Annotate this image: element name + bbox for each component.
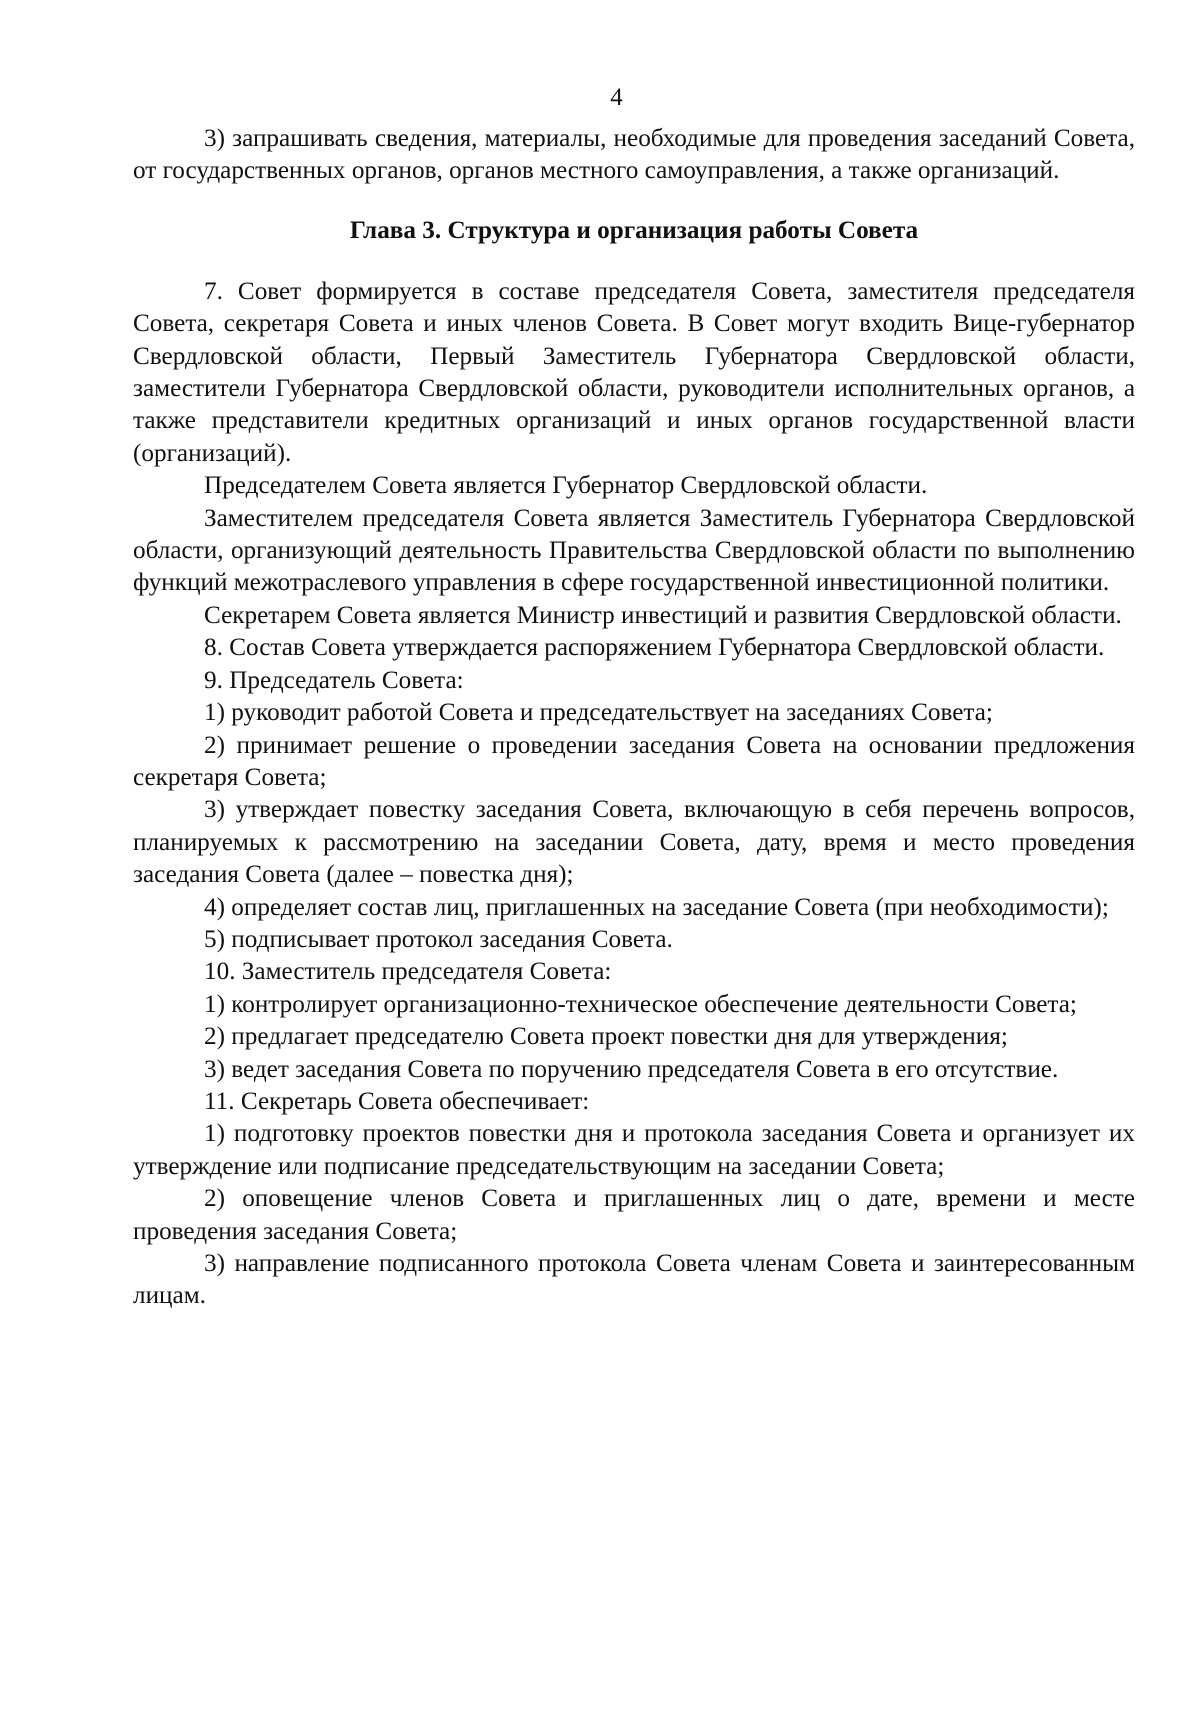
page-number: 4 bbox=[610, 84, 623, 111]
list-item-11-3: 3) направление подписанного протокола Совета членам Совета и заинтересованным лицам. bbox=[133, 1250, 1135, 1310]
paragraph-secretary: Секретарем Совета является Министр инвестиций и развития Свердловской области. bbox=[204, 601, 1122, 629]
paragraph-10-deputy-duties: 10. Заместитель председателя Совета: bbox=[204, 958, 612, 986]
list-item-11-1: 1) подготовку проектов повестки дня и протокола заседания Совета и организует их утверждение или подписание председательствующим на заседании Совета; bbox=[133, 1120, 1135, 1180]
paragraph-11-secretary-duties: 11. Секретарь Совета обеспечивает: bbox=[204, 1087, 590, 1115]
paragraph-7-composition: 7. Совет формируется в составе председателя Совета, заместителя председателя Совета, секретаря Совета и иных членов Совета. В Совет могут входить Вице-губернатор Свердловской области, Первый Заместитель Губернатора Свердловской области, заместители Губернатора Свердловской области, руководители исполнительных органов, а также представители кредитных организаций и иных органов государственной власти (организаций). bbox=[133, 277, 1135, 467]
paragraph-3-request-info: 3) запрашивать сведения, материалы, необходимые для проведения заседаний Совета, от государственных органов, органов местного самоуправления, а также организаций. bbox=[133, 125, 1135, 185]
list-item-9-2: 2) принимает решение о проведении заседания Совета на основании предложения секретаря Совета; bbox=[133, 731, 1135, 791]
list-item-9-1: 1) руководит работой Совета и председательствует на заседаниях Совета; bbox=[204, 699, 993, 727]
paragraph-9-chairman-duties: 9. Председатель Совета: bbox=[204, 666, 464, 694]
list-item-9-4: 4) определяет состав лиц, приглашенных на заседание Совета (при необходимости); bbox=[204, 893, 1109, 921]
list-item-10-1: 1) контролирует организационно-техническое обеспечение деятельности Совета; bbox=[204, 990, 1077, 1018]
list-item-11-2: 2) оповещение членов Совета и приглашенных лиц о дате, времени и месте проведения заседания Совета; bbox=[133, 1185, 1135, 1245]
list-item-10-3: 3) ведет заседания Совета по поручению председателя Совета в его отсутствие. bbox=[204, 1055, 1059, 1083]
paragraph-chairman: Председателем Совета является Губернатор Свердловской области. bbox=[204, 472, 928, 500]
list-item-9-5: 5) подписывает протокол заседания Совета. bbox=[204, 925, 673, 953]
document-body bbox=[133, 123, 1135, 1313]
paragraph-8-approval: 8. Состав Совета утверждается распоряжением Губернатора Свердловской области. bbox=[204, 634, 1105, 662]
paragraph-deputy-chairman: Заместителем председателя Совета является Заместитель Губернатора Свердловской области, организующий деятельность Правительства Свердловской области по выполнению функций межотраслевого управления в сфере государственной инвестиционной политики. bbox=[133, 504, 1135, 597]
list-item-10-2: 2) предлагает председателю Совета проект повестки дня для утверждения; bbox=[204, 1023, 1008, 1051]
list-item-9-3: 3) утверждает повестку заседания Совета, включающую в себя перечень вопросов, планируемых к рассмотрению на заседании Совета, дату, время и место проведения заседания Совета (далее – повестка дня); bbox=[133, 796, 1135, 889]
chapter-heading: Глава 3. Структура и организация работы Совета bbox=[349, 216, 919, 244]
